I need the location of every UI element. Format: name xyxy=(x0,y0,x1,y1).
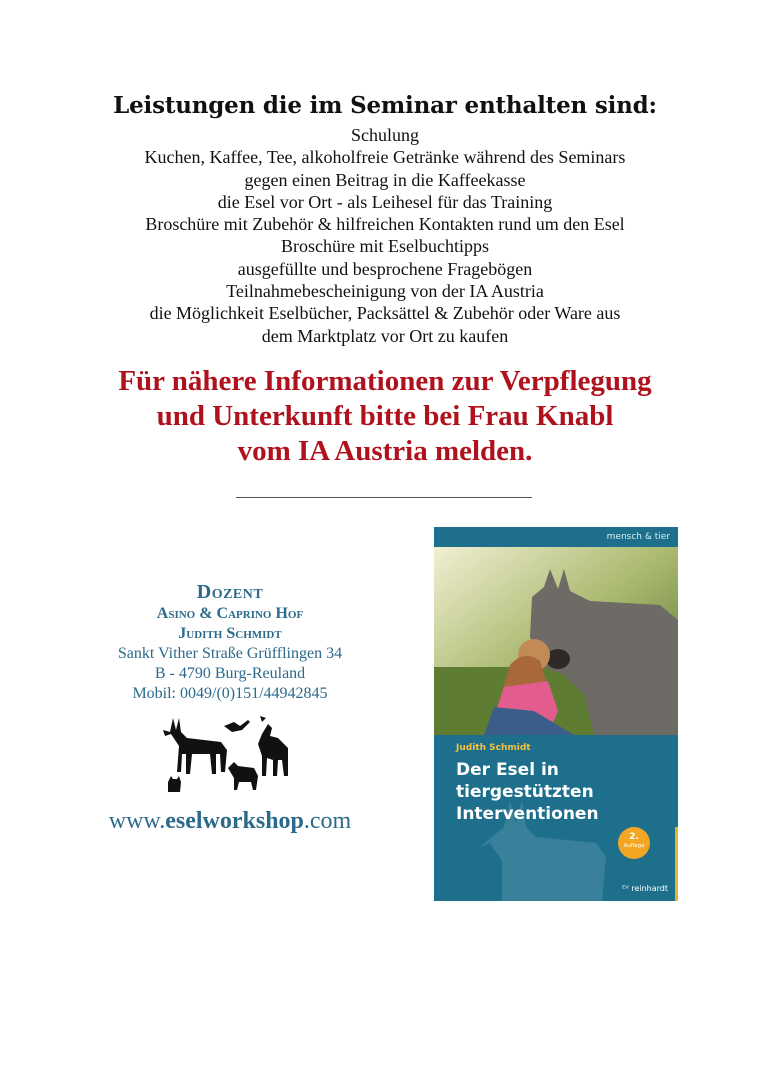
services-list xyxy=(0,124,770,347)
book-title xyxy=(456,759,599,825)
list-item: Broschüre mit Eselbuchtipps xyxy=(281,236,489,257)
publisher-name: reinhardt xyxy=(631,884,668,893)
list-item: die Esel vor Ort - als Leihesel für das Training xyxy=(217,191,553,212)
book-title-line: Interventionen xyxy=(456,804,599,824)
notice-line: und Unterkunft bitte bei Frau Knabl xyxy=(156,400,614,432)
lecturer-block xyxy=(80,580,380,704)
website-domain: eselworkshop xyxy=(165,808,304,834)
book-publisher xyxy=(622,884,668,893)
book-title-line: Der Esel in xyxy=(456,760,559,780)
edition-badge xyxy=(618,827,650,859)
address-city: B - 4790 Burg-Reuland xyxy=(154,665,306,682)
book-series: mensch & tier xyxy=(606,532,670,542)
publisher-logo-icon: ᴱⱽ xyxy=(622,884,632,893)
list-item: ausgefüllte und besprochene Fragebögen xyxy=(237,258,533,279)
list-item: Teilnahmebescheinigung von der IA Austria xyxy=(226,281,544,302)
edition-number: 2. xyxy=(629,832,639,842)
list-item: dem Marktplatz vor Ort zu kaufen xyxy=(261,325,509,346)
donkey-photo xyxy=(434,547,678,735)
list-item: gegen einen Beitrag in die Kaffeekasse xyxy=(244,169,526,190)
book-author: Judith Schmidt xyxy=(456,743,531,753)
list-item: Kuchen, Kaffee, Tee, alkoholfreie Getränke während des Seminars xyxy=(144,147,626,168)
website-suffix: .com xyxy=(303,808,352,834)
website-prefix: www. xyxy=(108,808,166,834)
animals-silhouette-icon xyxy=(160,712,300,794)
services-heading: Leistungen die im Seminar enthalten sind: xyxy=(113,92,657,119)
lecturer-name: Judith Schmidt xyxy=(178,625,282,642)
list-item: die Möglichkeit Eselbücher, Packsättel & Zubehör oder Ware aus xyxy=(149,303,621,324)
phone-number: Mobil: 0049/(0)151/44942845 xyxy=(132,685,328,702)
list-item: Broschüre mit Zubehör & hilfreichen Kontakten rund um den Esel xyxy=(145,214,625,235)
book-cover xyxy=(434,527,678,901)
edition-text: Auflage xyxy=(623,843,645,849)
list-item: Schulung xyxy=(350,125,419,145)
divider xyxy=(236,497,532,498)
cover-stripe xyxy=(675,827,678,901)
notice-line: Für nähere Informationen zur Verpflegung xyxy=(118,365,652,397)
address-street: Sankt Vither Straße Grüfflingen 34 xyxy=(117,645,343,662)
lecturer-label: Dozent xyxy=(196,581,264,603)
contact-notice xyxy=(0,364,770,469)
website-link[interactable] xyxy=(80,808,380,835)
notice-line: vom IA Austria melden. xyxy=(237,435,533,467)
farm-name: Asino & Caprino Hof xyxy=(156,605,304,622)
book-title-line: tiergestützten xyxy=(456,782,594,802)
